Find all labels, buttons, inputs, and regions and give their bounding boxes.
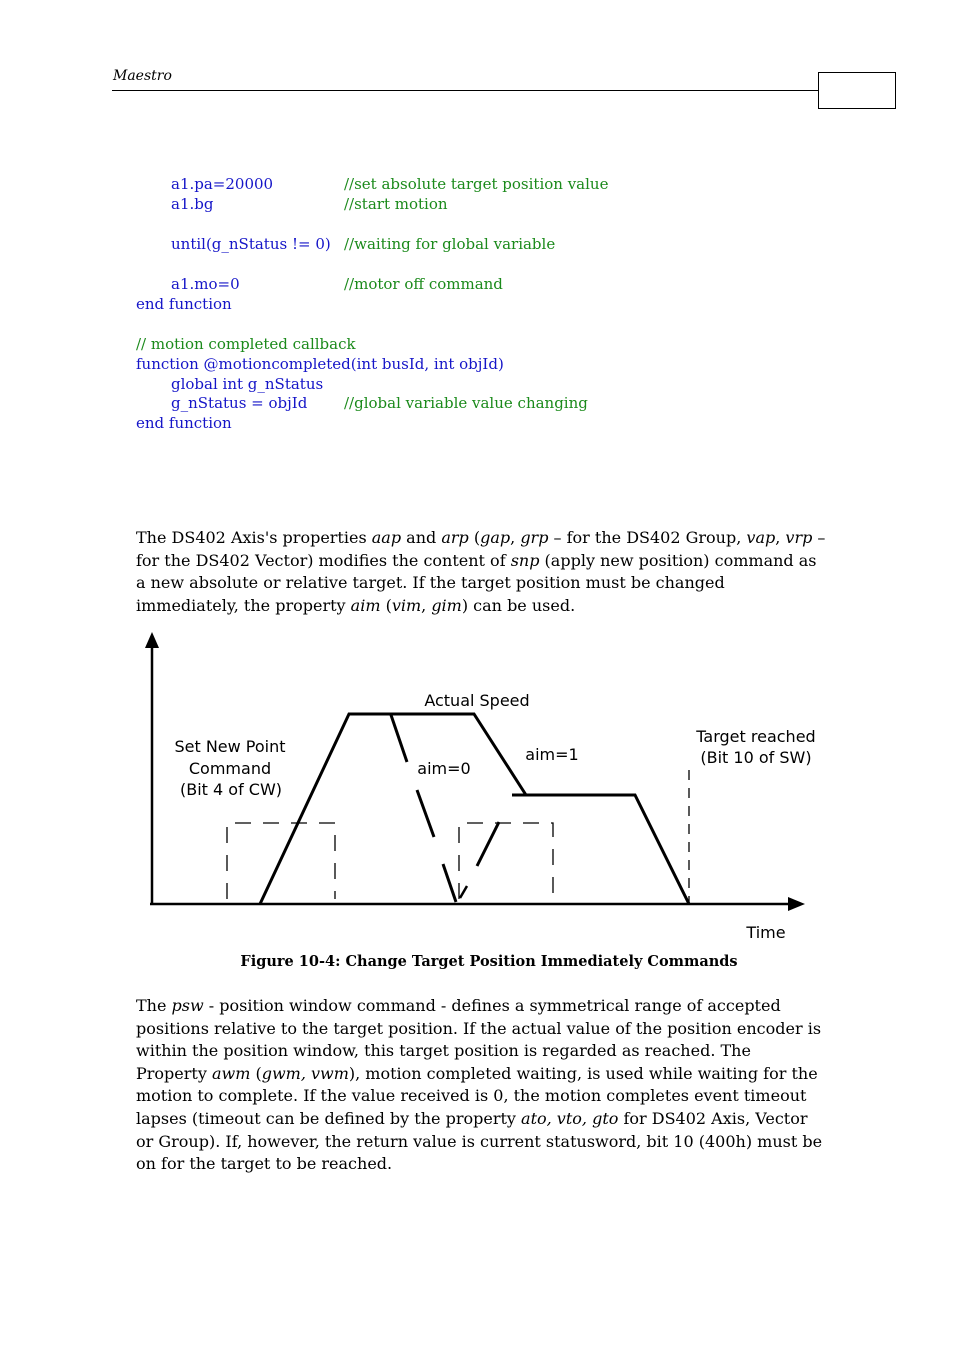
term: ato, vto, gto [521,1108,619,1128]
aim0-decel-segment [443,864,456,902]
code-stmt: end function [136,295,232,313]
code-comment: //set absolute target position value [344,175,609,193]
set-new-point-pulse [459,823,553,899]
code-stmt: a1.bg [171,195,214,213]
term: snp [510,550,540,570]
y-axis-arrow [145,632,159,648]
text: – for the DS402 Group, [548,528,747,547]
aim0-decel-segment [417,790,434,837]
code-comment: //global variable value changing [344,394,588,412]
label-actual-speed: Actual Speed [424,691,530,710]
code-comment: // motion completed callback [136,335,356,353]
label-aim1: aim=1 [525,745,579,764]
label-set-new-point: Command [188,759,272,778]
code-stmt: end function [136,414,232,432]
label-target-reached: (Bit 10 of SW) [700,748,812,767]
text: ( [468,528,481,547]
term: grp [520,528,549,547]
text: - position window command - defines a symmetrical range of accepted positions relative to the target position. If the actual value of the position encoder is within the position window, this target position is regarded as reached. The Property [136,996,822,1083]
text: ), motion completed waiting, is used while waiting for the motion to complete. If the value received is 0, the motion completes event timeout lapses (timeout can be defined by the property [136,1063,818,1128]
code-stmt: function @motioncompleted(int busId, int objId) [136,355,504,373]
term: vrp [785,528,813,547]
text: The [136,996,172,1015]
text: The DS402 Axis's properties [136,528,372,547]
text: (apply new position) command as a new absolute or relative target. If the target position must be changed immediately, the property [136,550,817,615]
text: , [510,528,521,547]
code-comment: //start motion [344,195,448,213]
actual-speed-curve [260,714,526,904]
term: aap [371,528,402,547]
term: vap [746,528,776,547]
code-comment: //waiting for global variable [344,235,556,253]
text: ) can be used. [461,595,576,615]
x-axis-arrow [788,897,805,911]
text: ( [380,595,392,615]
term: awm [211,1063,251,1083]
code-stmt: a1.pa=20000 [171,175,274,193]
text: ( [250,1063,262,1083]
header-title: Maestro [113,68,172,84]
code-stmt: g_nStatus = objId [171,394,308,412]
label-set-new-point: Set New Point [174,737,286,756]
term: aim [350,595,381,615]
label-target-reached: Target reached [696,727,816,746]
code-stmt: global int g_nStatus [171,375,324,393]
label-aim0: aim=0 [417,759,471,778]
text: , [421,595,432,615]
term: arp [441,528,469,547]
text: for DS402 Axis, Vector or Group). If, however, the return value is current statusword, bit 10 (400h) must be on for the target to be reached. [136,1108,823,1174]
code-stmt: until(g_nStatus != 0) [171,235,331,253]
figure-caption: Figure 10-4: Change Target Position Immediately Commands [240,953,738,970]
term: gwm, vwm [261,1063,349,1083]
text: and [401,528,442,547]
text: , [775,528,786,547]
aim0-decel-segment [391,715,407,762]
code-stmt: a1.mo=0 [171,275,240,293]
aim0-accel-segment [460,886,467,898]
term: gim [431,595,462,615]
term: gap [480,528,511,547]
aim0-accel-segment [477,822,499,866]
label-time: Time [746,923,786,942]
term: vim [391,595,422,615]
label-set-new-point: (Bit 4 of CW) [179,780,283,799]
code-comment: //motor off command [344,275,503,293]
text: – for the DS402 Vector) modifies the content of [136,528,826,570]
term: psw [171,996,204,1015]
paragraph-psw [136,995,824,1176]
aim1-speed-curve [512,795,689,904]
